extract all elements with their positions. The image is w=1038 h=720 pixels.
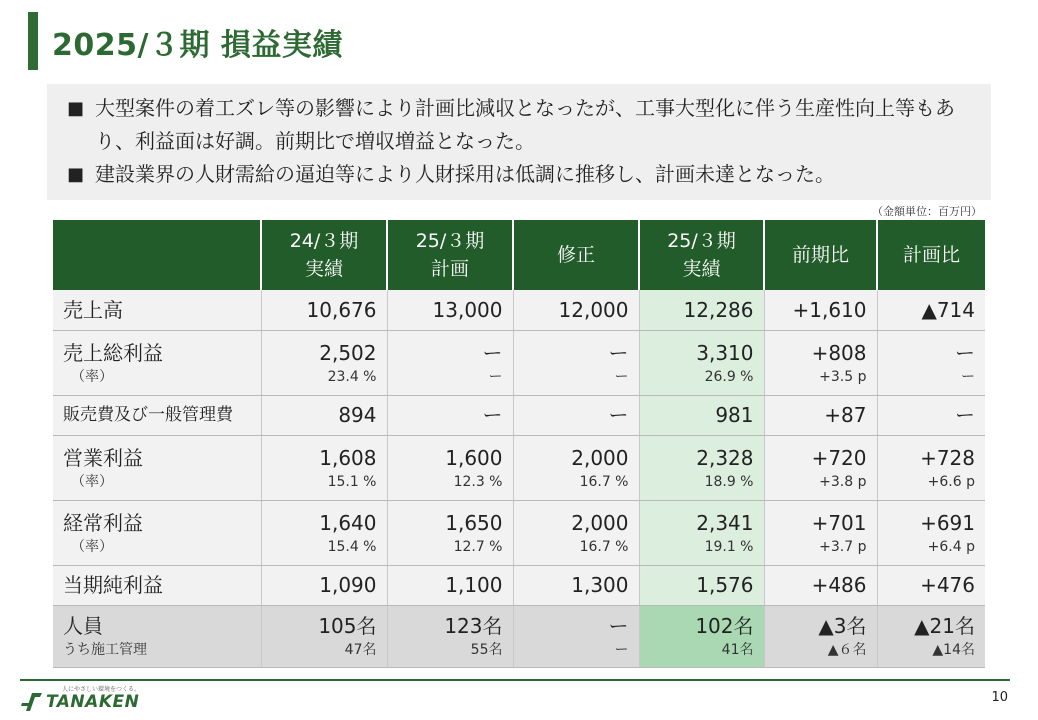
header-revised: 修正	[513, 220, 639, 290]
row-label: 売上高	[53, 290, 261, 330]
results-table	[53, 220, 985, 668]
table-row-net-income	[53, 565, 985, 605]
title-accent-bar	[28, 12, 38, 70]
row-label: 販売費及び一般管理費	[53, 395, 261, 435]
cell: +691 +6.4 p	[877, 500, 985, 565]
cell: +87	[764, 395, 877, 435]
table-row-ordinary-profit	[53, 500, 985, 565]
cell: 1,640 15.4 %	[261, 500, 387, 565]
cell: +701 +3.7 p	[764, 500, 877, 565]
table-row-gross-profit	[53, 330, 985, 395]
cell: 894	[261, 395, 387, 435]
cell-highlight: 102名 41名	[639, 605, 764, 667]
cell: +1,610	[764, 290, 877, 330]
cell-highlight: 981	[639, 395, 764, 435]
header-fy25-actual: 25/３期 実績	[639, 220, 764, 290]
header-fy25-plan: 25/３期 計画	[387, 220, 513, 290]
cell: ▲21名 ▲14名	[877, 605, 985, 667]
cell: 1,608 15.1 %	[261, 435, 387, 500]
square-bullet-icon: ■	[67, 98, 85, 119]
cell: 13,000	[387, 290, 513, 330]
summary-box	[47, 84, 991, 200]
cell: ー	[513, 395, 639, 435]
cell: ー	[877, 395, 985, 435]
header-vs-plan: 計画比	[877, 220, 985, 290]
cell: 1,300	[513, 565, 639, 605]
cell: 12,000	[513, 290, 639, 330]
logo-tagline: 人にやさしい環境をつくる。	[62, 686, 141, 693]
cell: 105名 47名	[261, 605, 387, 667]
table-row-sales	[53, 290, 985, 330]
cell: 1,090	[261, 565, 387, 605]
cell: ー ー	[877, 330, 985, 395]
cell: +486	[764, 565, 877, 605]
cell: 2,000 16.7 %	[513, 435, 639, 500]
square-bullet-icon: ■	[67, 164, 85, 185]
cell: +728 +6.6 p	[877, 435, 985, 500]
table-row-operating-profit	[53, 435, 985, 500]
summary-text-2: 建設業界の人財需給の逼迫等により人財採用は低調に推移し、計画未達となった。	[95, 162, 835, 186]
row-label: 人員 うち施工管理	[53, 605, 261, 667]
row-label: 売上総利益 （率）	[53, 330, 261, 395]
cell: 1,650 12.7 %	[387, 500, 513, 565]
table-row-sga	[53, 395, 985, 435]
cell-highlight: 1,576	[639, 565, 764, 605]
row-label: 当期純利益	[53, 565, 261, 605]
header-yoy: 前期比	[764, 220, 877, 290]
cell: ー	[387, 395, 513, 435]
cell: ー ー	[387, 330, 513, 395]
page-number: 10	[991, 690, 1008, 705]
header-blank	[53, 220, 261, 290]
company-logo-text: TANAKEN	[46, 692, 140, 712]
footer-divider	[20, 679, 1010, 681]
cell: 1,100	[387, 565, 513, 605]
cell: 10,676	[261, 290, 387, 330]
cell-highlight: 2,328 18.9 %	[639, 435, 764, 500]
cell-highlight: 2,341 19.1 %	[639, 500, 764, 565]
cell: +808 +3.5 p	[764, 330, 877, 395]
unit-note: （金額単位：百万円）	[872, 205, 982, 218]
cell: ▲3名 ▲６名	[764, 605, 877, 667]
tanaken-logo-icon	[20, 689, 44, 713]
page-title: 2025/３期 損益実績	[52, 28, 343, 63]
cell: +720 +3.8 p	[764, 435, 877, 500]
cell: 123名 55名	[387, 605, 513, 667]
header-fy24-actual: 24/３期 実績	[261, 220, 387, 290]
cell: 1,600 12.3 %	[387, 435, 513, 500]
cell: 2,502 23.4 %	[261, 330, 387, 395]
cell-highlight: 12,286	[639, 290, 764, 330]
header-row	[53, 220, 985, 290]
row-label: 経常利益 （率）	[53, 500, 261, 565]
table-row-staff	[53, 605, 985, 667]
cell: ー ー	[513, 330, 639, 395]
summary-text-1: 大型案件の着工ズレ等の影響により計画比減収となったが、工事大型化に伴う生産性向上等もあり、利益面は好調。前期比で増収増益となった。	[95, 96, 955, 153]
summary-bullet-1	[65, 92, 977, 158]
cell-highlight: 3,310 26.9 %	[639, 330, 764, 395]
cell: ー ー	[513, 605, 639, 667]
summary-bullet-2	[65, 158, 977, 191]
cell: 2,000 16.7 %	[513, 500, 639, 565]
cell: +476	[877, 565, 985, 605]
row-label: 営業利益 （率）	[53, 435, 261, 500]
cell: ▲714	[877, 290, 985, 330]
